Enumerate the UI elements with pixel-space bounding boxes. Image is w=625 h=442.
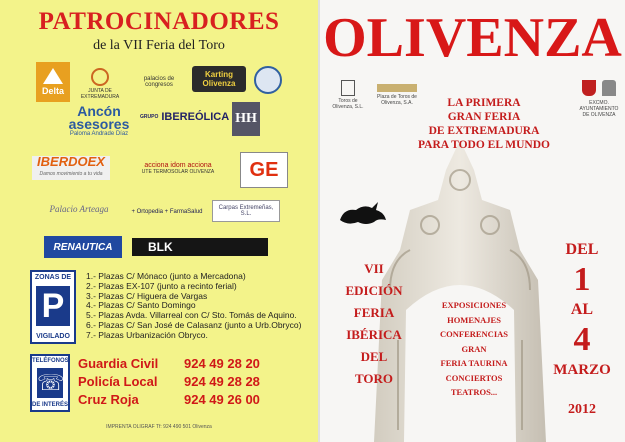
edition-line: TORO	[354, 371, 394, 386]
ayuntamiento-text: EXCMO. AYUNTAMIENTO DE OLIVENZA	[579, 100, 619, 118]
palacio-arteaga-logo: Palacio Arteaga	[49, 204, 109, 214]
toros-mark-icon	[341, 80, 355, 96]
printer-footer: IMPRENTA OLIGRAF Tf: 924 490 501 Olivenza	[106, 424, 212, 430]
renautica-logo: RENAUTICA	[44, 236, 122, 258]
acciona-logo-note: UTE TERMOSOLAR OLIVENZA	[141, 168, 215, 175]
list-item: 3.- Plazas C/ Higuera de Vargas	[86, 290, 208, 301]
eventos-logo: GE	[240, 152, 288, 188]
parking-icon: P	[36, 286, 70, 326]
ayuntamiento-logo	[576, 80, 622, 118]
ortopedia-logo: + Ortopedia + FarmaSalud	[131, 209, 203, 215]
date-from-label: DEL	[565, 241, 599, 258]
phone-name: Guardia Civil	[78, 356, 159, 371]
ancon-logo	[68, 104, 130, 138]
karting-logo: Karting Olivenza	[192, 66, 246, 92]
extremadura-logo-text: JUNTA DE EXTREMADURA	[80, 88, 120, 100]
activity-item: CONFERENCIAS	[439, 329, 508, 339]
toros-olivenza-logo	[328, 80, 368, 110]
ancon-logo-note: Paloma Andrade Díaz	[69, 131, 129, 137]
extremadura-logo	[80, 68, 120, 100]
edition-text	[332, 258, 416, 390]
plaza-toros-text: Plaza de Toros de Olivenza, S.A.	[377, 94, 417, 106]
claim-text	[404, 96, 564, 152]
ibereolica-group-text: GRUPO	[140, 114, 159, 120]
delta-logo-text: Delta	[41, 86, 64, 96]
phone-row	[78, 392, 318, 410]
activity-item: EXPOSICIONES	[441, 300, 507, 310]
list-item: 7.- Plazas Urbanización Obryco.	[86, 329, 208, 340]
phone-row	[78, 356, 318, 374]
claim-line: GRAN FERIA	[447, 111, 521, 123]
phones-badge	[30, 354, 70, 412]
parking-badge-top-label: ZONAS DE	[34, 274, 72, 281]
phone-number: 924 49 26 00	[184, 392, 260, 407]
sponsors-subtitle: de la VII Feria del Toro	[93, 38, 225, 53]
claim-line: DE EXTREMADURA	[428, 125, 540, 137]
parking-list	[86, 272, 311, 341]
hh-logo: HH	[232, 102, 260, 136]
claim-line: LA PRIMERA	[447, 97, 521, 109]
list-item: 6.- Plazas C/ San José de Calasanz (junto a Urb.Obryco)	[86, 319, 302, 330]
plaza-mark-icon	[377, 84, 417, 92]
phone-name: Cruz Roja	[78, 392, 139, 407]
phones-badge-bottom-label: DE INTERÉS	[32, 402, 69, 408]
ibereolica-logo	[136, 106, 230, 128]
cover-title: OLIVENZA	[323, 7, 622, 69]
edition-line: VII	[364, 261, 384, 276]
sponsors-title: PATROCINADORES	[38, 8, 280, 35]
date-start-day: 1	[573, 261, 591, 298]
acciona-logo	[126, 156, 230, 180]
ancon-logo-subtext: asesores	[68, 116, 130, 132]
toros-olivenza-text: Toros de Olivenza, S.L.	[332, 98, 364, 110]
phone-name: Policía Local	[78, 374, 158, 389]
activity-item: GRAN	[461, 343, 487, 354]
phone-row	[78, 374, 318, 392]
phone-icon: ☏	[37, 368, 63, 398]
date-year: 2012	[568, 402, 596, 417]
cover-panel	[320, 0, 625, 442]
event-dates	[542, 240, 622, 420]
ibereolica-logo-text: IBEREÓLICA	[161, 111, 230, 123]
activity-item: FERIA TAURINA	[440, 358, 508, 368]
bull-silhouette-icon	[338, 200, 388, 228]
acciona-logo-text: acciona idom acciona	[144, 161, 212, 169]
extremadura-emblem-icon	[91, 68, 109, 86]
phone-number: 924 49 28 28	[184, 374, 260, 389]
parking-badge	[30, 270, 76, 344]
seal-logo-icon	[254, 66, 282, 94]
iberdoex-logo	[32, 156, 110, 180]
iberdoex-logo-text: IBERDOEX	[37, 154, 105, 169]
date-end-day: 4	[573, 321, 591, 358]
tower-icon	[602, 80, 616, 96]
list-item: 2.- Plazas EX-107 (junto a recinto ferial)	[86, 280, 237, 291]
palacios-logo: palacios de congresos	[143, 76, 175, 88]
edition-line: DEL	[360, 349, 388, 364]
list-item: 4.- Plazas C/ Santo Domingo	[86, 300, 196, 311]
edition-line: IBÉRICA	[346, 327, 402, 342]
edition-line: FERIA	[353, 305, 395, 320]
delta-triangle-icon	[43, 68, 63, 84]
parking-badge-bottom-label: VIGILADO	[36, 333, 70, 340]
phone-number: 924 49 28 20	[184, 356, 260, 371]
phones-badge-top-label: TELÉFONOS	[32, 358, 69, 364]
activity-item: TEATROS...	[450, 387, 498, 397]
edition-line: EDICIÓN	[345, 283, 403, 298]
list-item: 5.- Plazas Avda. Villarreal con C/ Sto. Tomás de Aquino.	[86, 310, 297, 321]
activity-item: HOMENAJES	[447, 314, 501, 325]
phones-list	[78, 356, 318, 410]
activities-list	[418, 298, 530, 400]
date-month: MARZO	[553, 362, 611, 378]
claim-line: PARA TODO EL MUNDO	[418, 139, 550, 151]
carpas-logo: Carpas Extremeñas, S.L.	[212, 200, 280, 222]
delta-logo	[36, 62, 70, 102]
blk-logo: BLK	[132, 238, 268, 256]
ancon-logo-text: Ancón	[77, 103, 121, 119]
list-item: 1.- Plazas C/ Mónaco (junto a Mercadona)	[86, 271, 246, 281]
iberdoex-tagline: Damos movimiento a tu vida	[39, 171, 103, 177]
date-to-label: AL	[570, 301, 594, 318]
coat-of-arms-icon	[582, 80, 596, 96]
activity-item: CONCIERTOS	[445, 372, 503, 383]
